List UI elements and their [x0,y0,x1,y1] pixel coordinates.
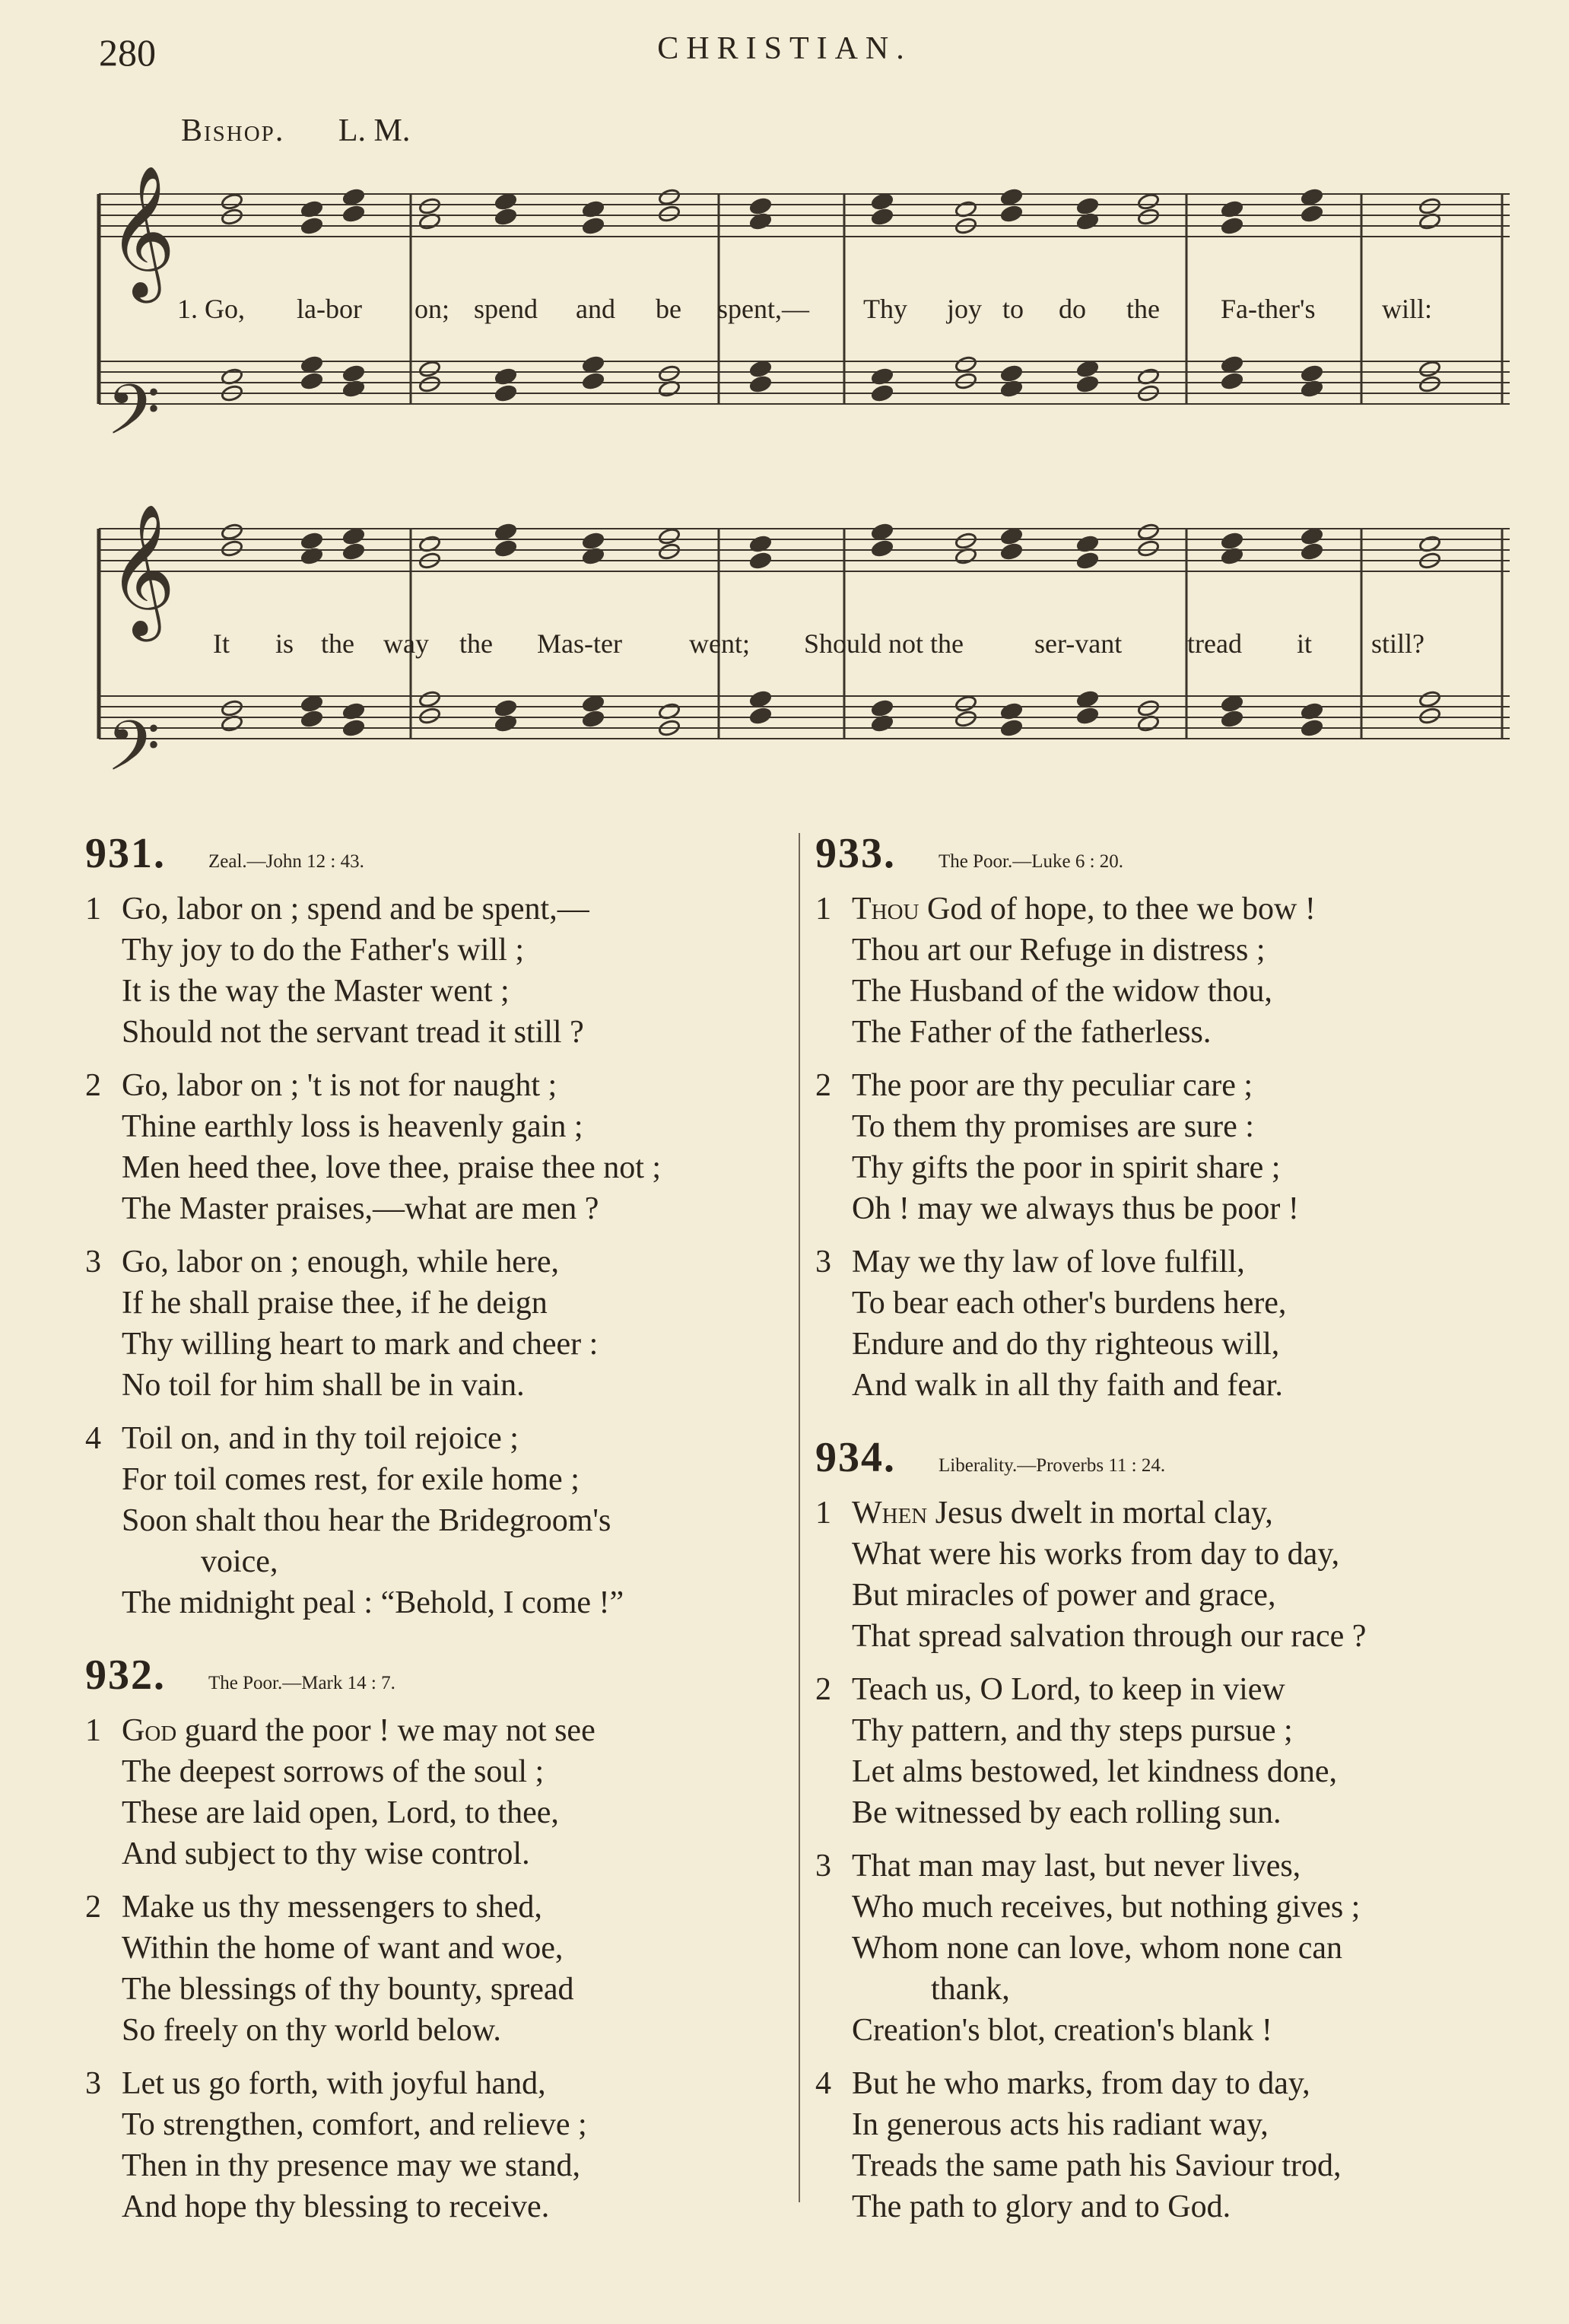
note-head [1301,527,1323,545]
hymn [815,829,1530,1406]
note-head [749,690,772,708]
note-head [1301,542,1323,561]
verse-line: Thy pattern, and thy steps pursue ; [852,1713,1293,1748]
verse-line-text: Jesus dwelt in mortal clay, [927,1496,1273,1531]
verse-line: Be witnessed by each rolling sun. [852,1795,1282,1830]
note-head [1221,695,1243,713]
lyric-syllable: Should not the [804,628,964,659]
note-head [749,360,772,378]
lyric-syllable: the [321,628,354,659]
stanza-number: 1 [85,892,101,927]
verse-line: To them thy promises are sure : [852,1109,1254,1144]
lyric-syllable: be [656,294,681,324]
note-head [342,188,365,206]
stanza-lines [122,1710,800,1874]
hymn [85,829,800,1623]
note-head [300,372,323,390]
note-head [1076,690,1099,708]
lyric-syllable: it [1297,628,1313,659]
verse-line: These are laid open, Lord, to thee, [122,1795,559,1830]
lyric-syllable: still? [1371,628,1424,659]
lyric-syllable: joy [947,294,983,324]
stanza [85,889,800,1053]
note-head [871,192,894,211]
hymn-subtitle: Liberality.—Proverbs 11 : 24. [939,1455,1166,1476]
stanza-lines [852,1065,1530,1229]
stanza-lines [852,1669,1530,1833]
verse-line: Treads the same path his Saviour trod, [852,2148,1342,2183]
stanza-number: 4 [815,2066,831,2101]
note-head [300,710,323,728]
note-head [221,208,243,226]
note-head [300,355,323,374]
verse-line: If he shall praise thee, if he deign [122,1286,548,1321]
verse-line: The blessings of thy bounty, spread [122,1972,574,2007]
verse-line: That man may last, but never lives, [852,1849,1301,1884]
note-head [954,355,977,374]
stanza-number: 1 [85,1713,101,1748]
note-head [1137,539,1160,558]
hymn-number: 934. [815,1434,896,1481]
verse-line: Thine earthly loss is heavenly gain ; [122,1109,583,1144]
stanza-lines [852,1493,1530,1657]
verse-line: The Master praises,—what are men ? [122,1191,599,1226]
stanza [815,889,1530,1053]
verse-line: Go, labor on ; spend and be spent,— [122,892,589,927]
lyric-syllable: la-bor [297,294,362,324]
note-head [1301,364,1323,383]
lyric-syllable: and [576,294,615,324]
stanza-number: 2 [815,1068,831,1103]
hymn-heading [85,829,800,878]
note-head [1301,188,1323,206]
note-head [658,542,681,561]
hymn-number: 932. [85,1652,166,1699]
note-head [658,527,681,545]
verse-line: voice, [201,1544,278,1579]
note-head [418,360,441,378]
stanza [815,1669,1530,1833]
note-head [749,707,772,725]
note-head [1137,208,1160,226]
stanza-number: 2 [815,1672,831,1707]
stanza [85,2063,800,2227]
verse-line: Endure and do thy righteous will, [852,1327,1280,1362]
verse-line: That spread salvation through our race ? [852,1619,1367,1654]
note-head [954,532,977,550]
stanza-lines [852,2063,1530,2227]
note-head [954,695,977,713]
note-head [1000,527,1023,545]
note-head [1221,355,1243,374]
note-head [494,192,517,211]
bass-clef-icon: 𝄢 [106,706,160,803]
note-head [1076,360,1099,378]
stanza-lines [852,1846,1530,2051]
hymn-number: 933. [815,830,896,877]
stanza-number: 3 [815,1849,831,1884]
note-head [871,699,894,717]
note-head [1076,375,1099,393]
verse-line: Thy joy to do the Father's will ; [122,933,525,968]
hymn [815,1433,1530,2227]
lyric-syllable: It [213,628,230,659]
note-head [582,532,605,550]
lyric-syllable: tread [1187,628,1242,659]
stanza-lines [122,889,800,1053]
note-head [1221,710,1243,728]
bass-clef-icon: 𝄢 [106,370,160,467]
note-head [1301,205,1323,223]
note-head [658,188,681,206]
note-head [1076,197,1099,215]
stanza-number: 4 [85,1421,101,1456]
music-score [0,0,1569,806]
note-head [342,205,365,223]
verse-line: Teach us, O Lord, to keep in view [852,1672,1285,1707]
lyric-syllable: the [1126,294,1160,324]
verse-line: But miracles of power and grace, [852,1578,1276,1613]
verse-line: Who much receives, but nothing gives ; [852,1890,1361,1925]
note-head [418,707,441,725]
verse-line: No toil for him shall be in vain. [122,1368,525,1403]
note-head [221,699,243,717]
clefs [106,165,176,803]
verse-line: Whom none can love, whom none can [852,1931,1342,1966]
note-head [300,695,323,713]
lyric-syllable: Fa-ther's [1221,294,1316,324]
verse-line: But he who marks, from day to day, [852,2066,1310,2101]
hymn [85,1651,800,2227]
verse-line: Soon shalt thou hear the Bridegroom's [122,1503,611,1538]
verse-line: For toil comes rest, for exile home ; [122,1462,580,1497]
lyric-syllable: Mas-ter [537,628,622,659]
hymn-heading [815,829,1530,878]
verse-line: Make us thy messengers to shed, [122,1890,542,1925]
running-head: CHRISTIAN. [657,31,912,66]
lyric-syllable: way [383,628,429,659]
note-head [1000,188,1023,206]
stanza [85,1887,800,2051]
note-head [582,217,605,235]
note-head [1221,217,1243,235]
lyric-syllable: the [459,628,493,659]
note-head [582,372,605,390]
lyric-syllable: is [275,628,294,659]
stanza-lines [122,1418,800,1623]
verse-line-text: guard the poor ! we may not see [176,1713,596,1748]
verse-line: Toil on, and in thy toil rejoice ; [122,1421,519,1456]
note-head [954,372,977,390]
note-head [1000,719,1023,737]
lyric-syllable: do [1059,294,1086,324]
note-head [1418,690,1441,708]
verse-line: The poor are thy peculiar care ; [852,1068,1253,1103]
note-head [871,384,894,402]
verse-line: To bear each other's burdens here, [852,1286,1287,1321]
note-head [1418,360,1441,378]
verse-line: Creation's blot, creation's blank ! [852,2013,1272,2048]
verse-line: Thy gifts the poor in spirit share ; [852,1150,1281,1185]
lyric-syllable: spent,— [717,294,809,324]
note-head [1000,205,1023,223]
verse-line: The Father of the fatherless. [852,1015,1212,1050]
treble-clef-icon: 𝄞 [108,165,176,297]
stanza [85,1418,800,1623]
stanza [815,1846,1530,2051]
note-head [418,197,441,215]
note-head [1076,552,1099,570]
treble-clef-icon: 𝄞 [108,504,176,636]
verse-line: Let alms bestowed, let kindness done, [852,1754,1338,1789]
stanza-number: 2 [85,1068,101,1103]
hymn-subtitle: The Poor.—Luke 6 : 20. [939,851,1124,872]
verse-line: Then in thy presence may we stand, [122,2148,580,2183]
note-head [1301,719,1323,737]
stanza-number: 2 [85,1890,101,1925]
note-head [1137,192,1160,211]
hymn-heading [815,1433,1530,1482]
note-head [954,710,977,728]
stanza [815,1241,1530,1406]
stanza-lines [852,1241,1530,1406]
stanza [85,1065,800,1229]
verse-line: Thou art our Refuge in distress ; [852,933,1266,968]
note-head [221,539,243,558]
lyric-syllable: ser-vant [1034,628,1123,659]
stanza-lines [122,1887,800,2051]
note-head [418,690,441,708]
verse-line: Let us go forth, with joyful hand, [122,2066,546,2101]
note-head [749,375,772,393]
verse-line: Should not the servant tread it still ? [122,1015,584,1050]
stanza-number: 1 [815,1496,831,1531]
note-head [494,208,517,226]
tune-name: Bishop. [181,113,285,148]
lyric-syllable: 1. Go, [177,294,245,324]
verse-line: And walk in all thy faith and fear. [852,1368,1283,1403]
note-head [658,364,681,383]
first-word: God [122,1713,177,1748]
stanza-lines [122,2063,800,2227]
stanza [85,1710,800,1874]
verse-line: Within the home of want and woe, [122,1931,564,1966]
verse-line: The deepest sorrows of the soul ; [122,1754,545,1789]
lyric-syllable: on; [414,294,450,324]
note-head [221,192,243,211]
verse-line: The path to glory and to God. [852,2189,1231,2224]
note-head [1000,542,1023,561]
note-head [871,523,894,541]
verse-line [852,1493,1530,1534]
first-word: Thou [852,892,919,927]
verse-line: And hope thy blessing to receive. [122,2189,550,2224]
bar-lines [99,194,1502,739]
lyric-syllable: will: [1382,294,1433,324]
note-head [494,539,517,558]
right-column [815,829,1530,2255]
note-head [300,532,323,550]
verse-line [852,889,1530,930]
verse-line: The Husband of the widow thou, [852,974,1272,1009]
stanza [815,1493,1530,1657]
note-head [494,523,517,541]
verse-line: To strengthen, comfort, and relieve ; [122,2107,587,2142]
hymn-subtitle: The Poor.—Mark 14 : 7. [208,1673,395,1693]
stanza-lines [122,1065,800,1229]
stanza [815,1065,1530,1229]
stanza-lines [122,1241,800,1406]
verse-line: So freely on thy world below. [122,2013,501,2048]
hymn-number: 931. [85,830,166,877]
lyric-syllable: Thy [863,294,907,324]
note-head [221,523,243,541]
lyric-syllable: to [1002,294,1024,324]
note-head [582,695,605,713]
note-head [1221,372,1243,390]
verse-line: Go, labor on ; 't is not for naught ; [122,1068,557,1103]
note-head [871,208,894,226]
note-head [1137,699,1160,717]
verse-line: Go, labor on ; enough, while here, [122,1245,560,1280]
verse-line: May we thy law of love fulfill, [852,1245,1245,1280]
note-head [582,710,605,728]
lyric-syllable: spend [474,294,538,324]
note-head [658,205,681,223]
stanza-number: 3 [85,1245,101,1280]
stanza-number: 1 [815,892,831,927]
note-head [749,197,772,215]
note-head [342,719,365,737]
stanza [815,2063,1530,2227]
stanza-lines [852,889,1530,1053]
note-head [582,355,605,374]
verse-line: Men heed thee, love thee, praise thee not ; [122,1150,662,1185]
note-head [1418,375,1441,393]
note-head [418,375,441,393]
verse-line-text: God of hope, to thee we bow ! [919,892,1316,927]
note-head [1418,197,1441,215]
verse-line [122,1710,800,1751]
note-head [300,217,323,235]
verse-line: In generous acts his radiant way, [852,2107,1269,2142]
note-head [342,527,365,545]
verse-line: What were his works from day to day, [852,1537,1340,1572]
note-head [494,384,517,402]
note-head [1418,707,1441,725]
stanza-number: 3 [815,1245,831,1280]
verse-line: Thy willing heart to mark and cheer : [122,1327,599,1362]
first-word: When [852,1496,928,1531]
note-head [342,364,365,383]
verse-line: And subject to thy wise control. [122,1836,530,1871]
hymn-heading [85,1651,800,1699]
tune-meter: L. M. [338,113,411,148]
note-head [1137,523,1160,541]
note-head [494,699,517,717]
lyric-syllable: went; [689,628,750,659]
note-head [749,552,772,570]
stanza [85,1241,800,1406]
verse-line: It is the way the Master went ; [122,974,510,1009]
note-head [342,542,365,561]
verse-line: The midnight peal : “Behold, I come !” [122,1585,624,1620]
note-head [1000,364,1023,383]
stanza-number: 3 [85,2066,101,2101]
hymn-subtitle: Zeal.—John 12 : 43. [208,851,364,872]
note-head [871,539,894,558]
left-column [85,829,800,2255]
verse-line: thank, [931,1972,1010,2007]
note-head [1221,532,1243,550]
verse-line: Oh ! may we always thus be poor ! [852,1191,1299,1226]
note-head [1076,707,1099,725]
page-number: 280 [99,31,156,74]
